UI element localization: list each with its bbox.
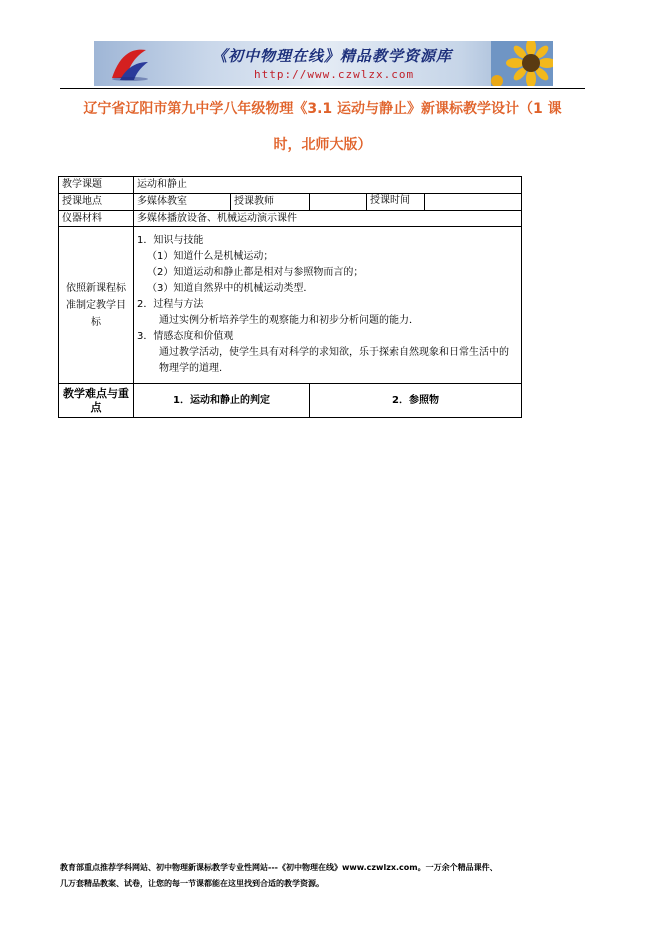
- table-row-topic: [59, 177, 522, 194]
- teacher-label: 授课教师: [231, 194, 310, 211]
- document-title-line1: 辽宁省辽阳市第九中学八年级物理《3.1 运动与静止》新课标教学设计（1 课: [83, 101, 562, 117]
- page-footer: [60, 860, 600, 892]
- objective-item: 通过实例分析培养学生的观察能力和初步分析问题的能力．: [159, 315, 419, 326]
- table-row-equipment: [59, 211, 522, 227]
- header-divider: [60, 88, 585, 89]
- footer-line1: 教育部重点推荐学科网站、初中物理新课标教学专业性网站---《初中物理在线》www.czwlzx.com。一万余个精品课件、: [60, 863, 498, 872]
- header-banner: [94, 41, 553, 86]
- lesson-plan-table: [58, 176, 522, 418]
- topic-label: 教学课题: [59, 177, 134, 194]
- objectives-cell: [134, 227, 522, 384]
- objectives-label: 依照新课程标准制定教学目标: [59, 227, 134, 384]
- objective-item: （3）知道自然界中的机械运动类型．: [147, 283, 314, 294]
- time-value: [424, 194, 518, 210]
- logo-icon: [110, 46, 150, 82]
- objective-heading-1: 1．知识与技能: [137, 235, 204, 246]
- time-cell: [367, 194, 522, 211]
- place-label: 授课地点: [59, 194, 134, 211]
- topic-value: 运动和静止: [134, 177, 522, 194]
- equipment-label: 仪器材料: [59, 211, 134, 227]
- banner-url: http://www.czwlzx.com: [254, 68, 415, 81]
- time-label: 授课时间: [370, 195, 410, 206]
- document-title-line2: 时，北师大版）: [273, 137, 372, 153]
- place-value: 多媒体教室: [134, 194, 231, 211]
- objective-item: 通过教学活动，使学生具有对科学的求知欲，乐于探索自然现象和日常生活中的物理学的道理.: [159, 347, 509, 374]
- equipment-value: 多媒体播放设备、机械运动演示课件: [134, 211, 522, 227]
- banner-title: 《初中物理在线》精品教学资源库: [212, 47, 453, 65]
- objective-heading-3: 3．情感态度和价值观: [137, 331, 234, 342]
- objective-heading-2: 2．过程与方法: [137, 299, 204, 310]
- sunflower-icon: [491, 41, 553, 86]
- difficulty-item-2: 2．参照物: [310, 384, 522, 418]
- footer-line2: 几万套精品教案、试卷，让您的每一节课都能在这里找到合适的教学资源。: [60, 879, 324, 888]
- difficulty-label: 教学难点与重点: [59, 384, 134, 418]
- objective-item: （2）知道运动和静止都是相对与参照物而言的；: [147, 267, 364, 278]
- teacher-value: [310, 194, 367, 211]
- objective-item: （1）知道什么是机械运动；: [147, 251, 274, 262]
- table-row-place: [59, 194, 522, 211]
- table-row-difficulty: [59, 384, 522, 418]
- difficulty-item-1: 1．运动和静止的判定: [134, 384, 310, 418]
- table-row-objectives: [59, 227, 522, 384]
